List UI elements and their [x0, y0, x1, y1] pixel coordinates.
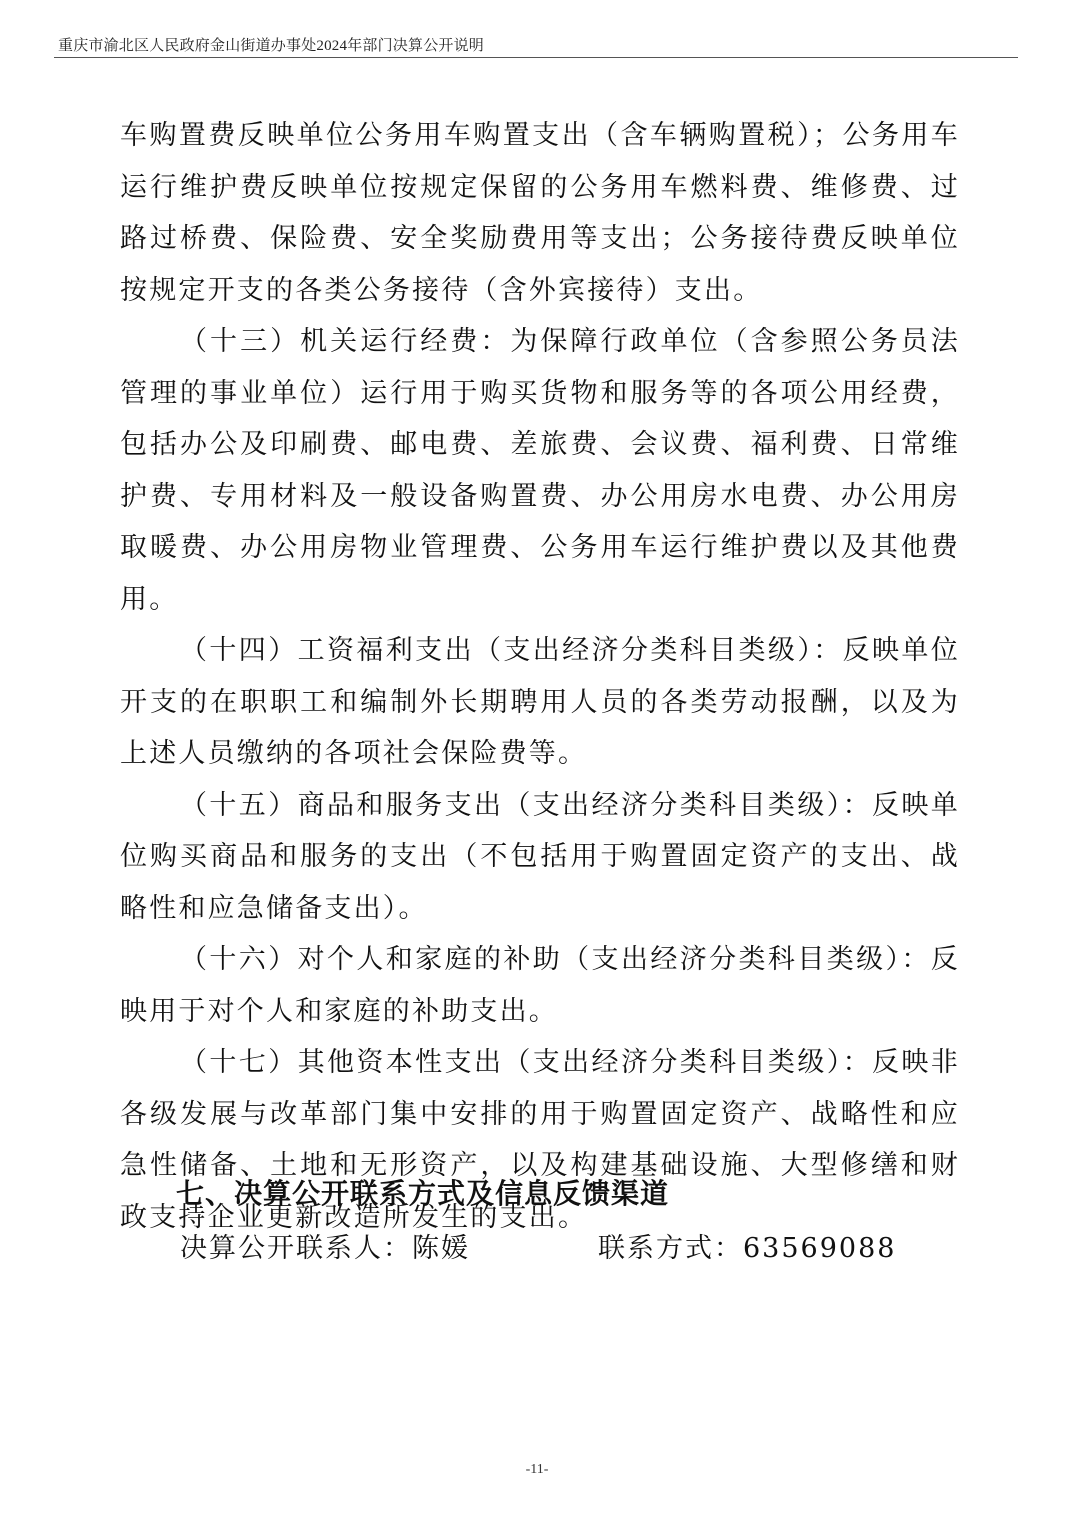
paragraph-item-15: （十五）商品和服务支出（支出经济分类科目类级）：反映单位购买商品和服务的支出（不包括用于购置固定资产的支出、战略性和应急储备支出）。 — [120, 789, 960, 924]
paragraph-item-16: （十六）对个人和家庭的补助（支出经济分类科目类级）：反映用于对个人和家庭的补助支出。 — [120, 944, 960, 1027]
paragraph-item-13: （十三）机关运行经费：为保障行政单位（含参照公务员法管理的事业单位）运行用于购买货物和服务等的各项公用经费，包括办公及印刷费、邮电费、差旅费、会议费、福利费、日常维护费、专用材料及一般设备购置费、办公用房水电费、办公用房取暖费、办公用房物业管理费、公务用车运行维护费以及其他费用。 — [120, 326, 960, 615]
header-divider — [54, 57, 1018, 58]
paragraph-item-14: （十四）工资福利支出（支出经济分类科目类级）：反映单位开支的在职职工和编制外长期聘用人员的各类劳动报酬，以及为上述人员缴纳的各项社会保险费等。 — [120, 635, 960, 769]
section-heading: 七、决算公开联系方式及信息反馈渠道 — [176, 1177, 670, 1210]
running-header: 重庆市渝北区人民政府金山街道办事处2024年部门决算公开说明 — [58, 38, 485, 54]
page-number: -11- — [525, 1462, 549, 1477]
paragraph-continued: 车购置费反映单位公务用车购置支出（含车辆购置税）；公务用车运行维护费反映单位按规定保留的公务用车燃料费、维修费、过路过桥费、保险费、安全奖励费用等支出；公务接待费反映单位按规定开支的各类公务接待（含外宾接待）支出。 — [120, 120, 960, 306]
contact-phone: 联系方式：63569088 — [598, 1233, 897, 1264]
contact-person: 决算公开联系人：陈媛 — [180, 1233, 470, 1264]
paragraph-item-17: （十七）其他资本性支出（支出经济分类科目类级）：反映非各级发展与改革部门集中安排的用于购置固定资产、战略性和应急性储备、土地和无形资产，以及构建基础设施、大型修缮和财政支持企业更新改造所发生的支出。 — [120, 1047, 960, 1233]
body-text — [120, 110, 960, 1243]
